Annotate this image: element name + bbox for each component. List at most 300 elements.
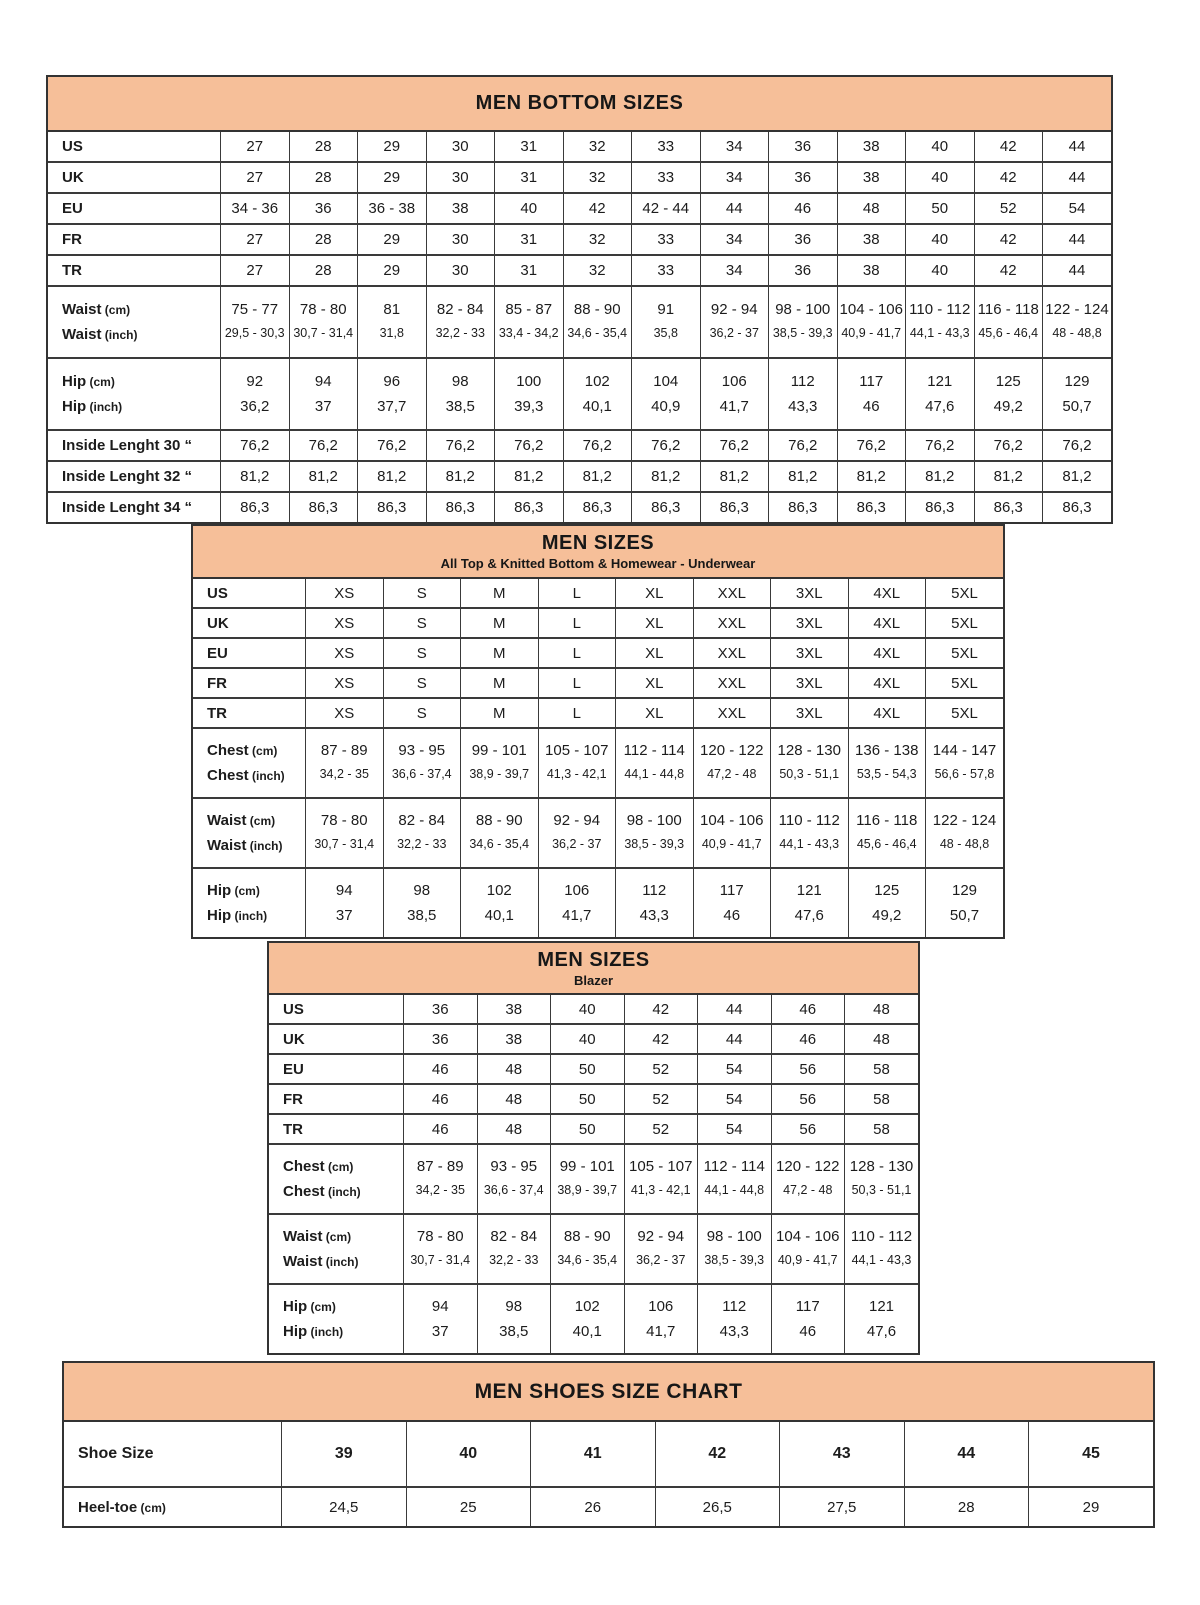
cell: 112 [616, 868, 694, 903]
cell: 42 [974, 162, 1043, 193]
row-hip-inch [193, 903, 1003, 937]
cell: 50,3 - 51,1 [845, 1179, 919, 1214]
cell: 87 - 89 [306, 728, 384, 763]
table-men-bottom-sizes [46, 75, 1113, 524]
cell: 116 - 118 [974, 286, 1043, 322]
cell: 3XL [771, 638, 849, 668]
cell: 52 [624, 1084, 698, 1114]
cell: 33,4 - 34,2 [495, 322, 564, 358]
cell: 30 [426, 224, 495, 255]
row-waist-inch [269, 1249, 918, 1284]
cell: 29,5 - 30,3 [221, 322, 290, 358]
row-label: US [207, 584, 228, 602]
row-tr [269, 1114, 918, 1144]
cell: 44,1 - 44,8 [698, 1179, 772, 1214]
cell: 99 - 101 [461, 728, 539, 763]
cell: 43 [780, 1422, 905, 1487]
cell: XS [306, 608, 384, 638]
cell: 38,5 [383, 903, 461, 937]
cell: 86,3 [495, 492, 564, 522]
cell: L [538, 579, 616, 608]
row-label: Hip (inch) [283, 1323, 344, 1340]
cell: 50,7 [926, 903, 1004, 937]
cell: 81,2 [221, 461, 290, 492]
cell: 24,5 [282, 1487, 407, 1526]
cell: 34 [700, 132, 769, 162]
cell: 93 - 95 [383, 728, 461, 763]
cell: 46 [837, 394, 906, 430]
cell: 47,2 - 48 [771, 1179, 845, 1214]
cell: 42 [974, 255, 1043, 286]
cell: 33 [632, 132, 701, 162]
row-eu [193, 638, 1003, 668]
cell: 44 [1043, 255, 1112, 286]
cell: 116 - 118 [848, 798, 926, 833]
cell: 3XL [771, 608, 849, 638]
table-title: MEN SHOES SIZE CHART [474, 1379, 743, 1403]
cell: 117 [693, 868, 771, 903]
cell: M [461, 608, 539, 638]
cell: 76,2 [632, 430, 701, 461]
cell: 46 [404, 1084, 478, 1114]
cell: 46 [769, 193, 838, 224]
cell: 45,6 - 46,4 [974, 322, 1043, 358]
cell: 81,2 [426, 461, 495, 492]
row-uk [193, 608, 1003, 638]
cell: 76,2 [358, 430, 427, 461]
cell: 47,6 [906, 394, 975, 430]
row-chest-cm [269, 1144, 918, 1179]
cell: 56 [771, 1054, 845, 1084]
cell: 36,2 [221, 394, 290, 430]
cell: S [383, 698, 461, 728]
cell: XS [306, 579, 384, 608]
cell: 104 [632, 358, 701, 394]
cell: 76,2 [426, 430, 495, 461]
cell: 40 [906, 255, 975, 286]
cell: 30 [426, 132, 495, 162]
row-eu [269, 1054, 918, 1084]
cell: 92 - 94 [624, 1214, 698, 1249]
cell: 110 - 112 [845, 1214, 919, 1249]
cell: 37 [289, 394, 358, 430]
cell: 37 [306, 903, 384, 937]
cell: 48 [837, 193, 906, 224]
cell: 48 [477, 1114, 551, 1144]
cell: 39 [282, 1422, 407, 1487]
cell: 37,7 [358, 394, 427, 430]
cell: 88 - 90 [551, 1214, 625, 1249]
row-inside-lenght-32 [48, 461, 1111, 492]
cell: 76,2 [769, 430, 838, 461]
cell: 33 [632, 255, 701, 286]
cell: 27 [221, 224, 290, 255]
cell: XXL [693, 579, 771, 608]
cell: 96 [358, 358, 427, 394]
cell: 52 [974, 193, 1043, 224]
cell: XXL [693, 638, 771, 668]
cell: 3XL [771, 579, 849, 608]
cell: 31 [495, 132, 564, 162]
cell: 117 [771, 1284, 845, 1319]
cell: 94 [289, 358, 358, 394]
row-tr [193, 698, 1003, 728]
cell: 40,9 - 41,7 [837, 322, 906, 358]
cell: 58 [845, 1084, 919, 1114]
row-label: US [62, 138, 83, 155]
cell: 92 - 94 [700, 286, 769, 322]
men-sizes-blazer-grid [269, 995, 918, 1353]
row-label: EU [48, 193, 221, 224]
cell: XL [616, 638, 694, 668]
cell: 4XL [848, 668, 926, 698]
cell: 38 [837, 132, 906, 162]
row-hip-cm [269, 1284, 918, 1319]
row-label: FR [48, 224, 221, 255]
cell: M [461, 579, 539, 608]
cell: 43,3 [616, 903, 694, 937]
cell: 125 [848, 868, 926, 903]
cell: 48 [477, 1084, 551, 1114]
cell: 45,6 - 46,4 [848, 833, 926, 868]
cell: 86,3 [426, 492, 495, 522]
row-hip-cm [193, 868, 1003, 903]
cell: 34,6 - 35,4 [563, 322, 632, 358]
cell: 50 [551, 1114, 625, 1144]
table-header [193, 526, 1003, 579]
row-label: US [283, 1000, 304, 1018]
cell: 41,3 - 42,1 [624, 1179, 698, 1214]
cell: 121 [771, 868, 849, 903]
cell: XL [616, 698, 694, 728]
row-label: TR [269, 1114, 404, 1144]
cell: 76,2 [906, 430, 975, 461]
cell: 76,2 [700, 430, 769, 461]
row-label: Chest (cm) [193, 728, 306, 763]
cell: 82 - 84 [426, 286, 495, 322]
row-label: TR [48, 255, 221, 286]
cell: 42 - 44 [632, 193, 701, 224]
cell: 29 [358, 255, 427, 286]
cell: 30 [426, 162, 495, 193]
cell: 81,2 [700, 461, 769, 492]
cell: 36 [769, 224, 838, 255]
cell: XL [616, 608, 694, 638]
cell: 27,5 [780, 1487, 905, 1526]
cell: 86,3 [1043, 492, 1112, 522]
cell: 28 [289, 255, 358, 286]
cell: 36 [404, 995, 478, 1024]
cell: 29 [358, 224, 427, 255]
row-label: Hip (cm) [48, 358, 221, 394]
cell: 121 [906, 358, 975, 394]
cell: 42 [563, 193, 632, 224]
cell: 76,2 [563, 430, 632, 461]
men-sizes-tops-grid [193, 579, 1003, 937]
cell: 48 - 48,8 [926, 833, 1004, 868]
cell: 38,5 [426, 394, 495, 430]
cell: 54 [698, 1084, 772, 1114]
cell: 86,3 [221, 492, 290, 522]
table-men-sizes-blazer [267, 941, 920, 1355]
cell: 30,7 - 31,4 [306, 833, 384, 868]
cell: 125 [974, 358, 1043, 394]
cell: 30,7 - 31,4 [404, 1249, 478, 1284]
cell: 105 - 107 [538, 728, 616, 763]
cell: 58 [845, 1054, 919, 1084]
cell: 36 - 38 [358, 193, 427, 224]
cell: 44 [1043, 132, 1112, 162]
cell: 78 - 80 [306, 798, 384, 833]
cell: 129 [926, 868, 1004, 903]
cell: 40,9 [632, 394, 701, 430]
cell: 38 [837, 224, 906, 255]
cell: 36,2 - 37 [700, 322, 769, 358]
row-label: Inside Lenght 34 “ [48, 492, 221, 522]
cell: 85 - 87 [495, 286, 564, 322]
row-label: Chest (cm) [269, 1144, 404, 1179]
cell: 5XL [926, 579, 1004, 608]
row-label: Inside Lenght 32 “ [48, 461, 221, 492]
row-waist-inch [193, 833, 1003, 868]
cell: 48 [845, 995, 919, 1024]
cell: 40 [551, 995, 625, 1024]
cell: 98 [477, 1284, 551, 1319]
cell: 40,9 - 41,7 [693, 833, 771, 868]
cell: 49,2 [974, 394, 1043, 430]
cell: 91 [632, 286, 701, 322]
cell: 43,3 [698, 1319, 772, 1353]
cell: 52 [624, 1054, 698, 1084]
row-label: UK [269, 1024, 404, 1054]
cell: 112 - 114 [698, 1144, 772, 1179]
row-uk [48, 162, 1111, 193]
cell: 38,9 - 39,7 [551, 1179, 625, 1214]
row-inside-lenght-30 [48, 430, 1111, 461]
cell: 120 - 122 [771, 1144, 845, 1179]
cell: 36 [769, 162, 838, 193]
cell: 34 - 36 [221, 193, 290, 224]
table-title: MEN SIZES [541, 532, 655, 554]
row-hip-cm [48, 358, 1111, 394]
cell: 76,2 [837, 430, 906, 461]
row-label: Chest (inch) [207, 767, 285, 784]
cell: 44 [698, 995, 772, 1024]
cell: 28 [289, 224, 358, 255]
cell: 104 - 106 [693, 798, 771, 833]
cell: 98 - 100 [616, 798, 694, 833]
cell: 38,5 - 39,3 [698, 1249, 772, 1284]
row-label: FR [269, 1084, 404, 1114]
cell: 44 [1043, 162, 1112, 193]
row-hip-inch [48, 394, 1111, 430]
cell: 58 [845, 1114, 919, 1144]
cell: 50 [906, 193, 975, 224]
cell: 86,3 [974, 492, 1043, 522]
cell: 81,2 [906, 461, 975, 492]
cell: 78 - 80 [404, 1214, 478, 1249]
cell: 5XL [926, 608, 1004, 638]
cell: 30 [426, 255, 495, 286]
cell: 102 [551, 1284, 625, 1319]
row-label: Waist (inch) [283, 1253, 359, 1270]
cell: 44,1 - 43,3 [845, 1249, 919, 1284]
cell: 40 [906, 132, 975, 162]
cell: 87 - 89 [404, 1144, 478, 1179]
cell: 81,2 [358, 461, 427, 492]
cell: 32 [563, 162, 632, 193]
cell: 112 - 114 [616, 728, 694, 763]
cell: 106 [700, 358, 769, 394]
cell: 81,2 [289, 461, 358, 492]
cell: XS [306, 638, 384, 668]
cell: 86,3 [289, 492, 358, 522]
cell: 81,2 [837, 461, 906, 492]
table-men-sizes-tops [191, 524, 1005, 939]
cell: 56 [771, 1114, 845, 1144]
cell: 36,2 - 37 [538, 833, 616, 868]
cell: 31,8 [358, 322, 427, 358]
cell: 38,5 - 39,3 [616, 833, 694, 868]
cell: 47,6 [771, 903, 849, 937]
cell: 76,2 [221, 430, 290, 461]
row-waist-cm [269, 1214, 918, 1249]
cell: M [461, 698, 539, 728]
cell: 38,9 - 39,7 [461, 763, 539, 798]
row-label: Heel-toe (cm) [64, 1487, 282, 1526]
cell: 81,2 [495, 461, 564, 492]
cell: 122 - 124 [926, 798, 1004, 833]
cell: 128 - 130 [771, 728, 849, 763]
cell: 48 [845, 1024, 919, 1054]
row-label: Waist (cm) [48, 286, 221, 322]
cell: 82 - 84 [383, 798, 461, 833]
cell: 120 - 122 [693, 728, 771, 763]
cell: 54 [1043, 193, 1112, 224]
cell: 82 - 84 [477, 1214, 551, 1249]
row-chest-inch [269, 1179, 918, 1214]
cell: 40,1 [563, 394, 632, 430]
row-uk [269, 1024, 918, 1054]
cell: 94 [306, 868, 384, 903]
cell: 3XL [771, 698, 849, 728]
cell: 40 [495, 193, 564, 224]
cell: 81 [358, 286, 427, 322]
cell: S [383, 638, 461, 668]
row-label: Inside Lenght 30 “ [48, 430, 221, 461]
cell: 75 - 77 [221, 286, 290, 322]
cell: 38,5 [477, 1319, 551, 1353]
cell: 98 - 100 [698, 1214, 772, 1249]
cell: 36,2 - 37 [624, 1249, 698, 1284]
cell: 104 - 106 [837, 286, 906, 322]
cell: 44,1 - 43,3 [771, 833, 849, 868]
row-fr [48, 224, 1111, 255]
row-label: Waist (inch) [207, 837, 283, 854]
cell: 32 [563, 132, 632, 162]
cell: 56,6 - 57,8 [926, 763, 1004, 798]
cell: 4XL [848, 638, 926, 668]
cell: 53,5 - 54,3 [848, 763, 926, 798]
cell: 5XL [926, 668, 1004, 698]
cell: 42 [624, 995, 698, 1024]
cell: 121 [845, 1284, 919, 1319]
row-shoe-size [64, 1422, 1153, 1487]
cell: 42 [624, 1024, 698, 1054]
cell: 88 - 90 [461, 798, 539, 833]
cell: 44 [1043, 224, 1112, 255]
cell: L [538, 638, 616, 668]
cell: 117 [837, 358, 906, 394]
row-label: Waist (inch) [62, 326, 138, 343]
cell: 52 [624, 1114, 698, 1144]
men-shoes-grid [64, 1422, 1153, 1526]
cell: 26,5 [655, 1487, 780, 1526]
cell: 36 [289, 193, 358, 224]
cell: 38 [837, 255, 906, 286]
cell: 40,9 - 41,7 [771, 1249, 845, 1284]
cell: 5XL [926, 698, 1004, 728]
cell: 31 [495, 255, 564, 286]
cell: 32,2 - 33 [383, 833, 461, 868]
cell: 86,3 [837, 492, 906, 522]
row-waist-cm [48, 286, 1111, 322]
cell: 106 [624, 1284, 698, 1319]
cell: 38 [426, 193, 495, 224]
cell: 38 [477, 995, 551, 1024]
cell: 27 [221, 162, 290, 193]
row-inside-lenght-34 [48, 492, 1111, 522]
row-label: EU [193, 638, 306, 668]
row-fr [193, 668, 1003, 698]
cell: 40 [406, 1422, 531, 1487]
cell: 86,3 [700, 492, 769, 522]
cell: 36,6 - 37,4 [383, 763, 461, 798]
row-fr [269, 1084, 918, 1114]
cell: 92 - 94 [538, 798, 616, 833]
cell: 42 [655, 1422, 780, 1487]
cell: 54 [698, 1054, 772, 1084]
row-label: TR [193, 698, 306, 728]
cell: 78 - 80 [289, 286, 358, 322]
cell: 41 [531, 1422, 656, 1487]
row-waist-cm [193, 798, 1003, 833]
cell: 128 - 130 [845, 1144, 919, 1179]
cell: 25 [406, 1487, 531, 1526]
cell: 36 [769, 132, 838, 162]
cell: 112 [769, 358, 838, 394]
cell: 46 [693, 903, 771, 937]
cell: 38 [837, 162, 906, 193]
cell: XL [616, 579, 694, 608]
cell: L [538, 608, 616, 638]
row-waist-inch [48, 322, 1111, 358]
cell: 27 [221, 255, 290, 286]
cell: M [461, 668, 539, 698]
row-label: Hip (cm) [269, 1284, 404, 1319]
cell: 50,3 - 51,1 [771, 763, 849, 798]
cell: 40,1 [551, 1319, 625, 1353]
cell: 42 [974, 224, 1043, 255]
cell: 47,2 - 48 [693, 763, 771, 798]
cell: 49,2 [848, 903, 926, 937]
cell: 3XL [771, 668, 849, 698]
cell: 34 [700, 255, 769, 286]
cell: 76,2 [289, 430, 358, 461]
cell: 34,2 - 35 [306, 763, 384, 798]
cell: 46 [404, 1114, 478, 1144]
cell: 94 [404, 1284, 478, 1319]
